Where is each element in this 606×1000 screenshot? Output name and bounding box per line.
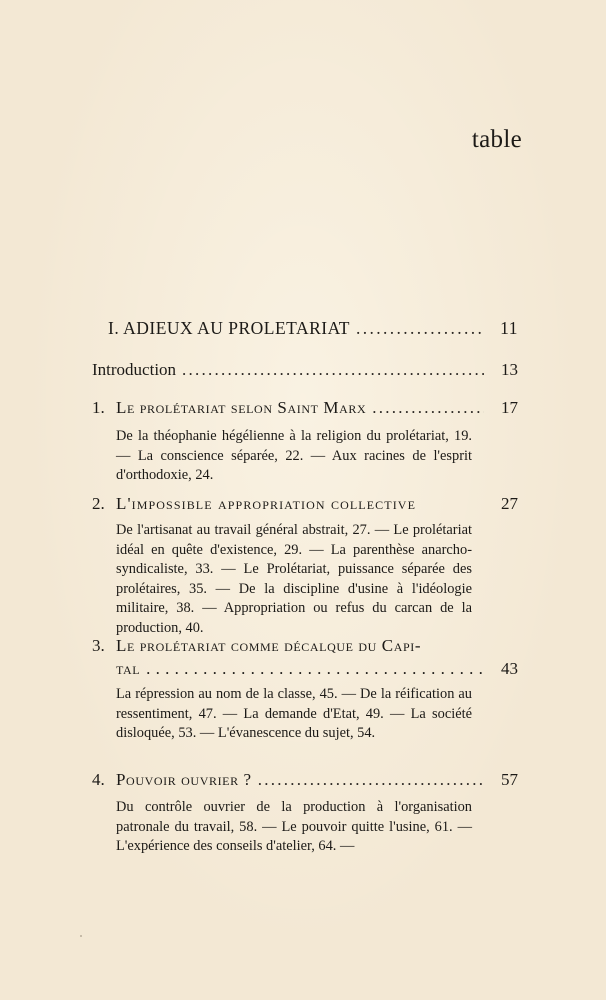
toc-chapter-1-entry[interactable] [92, 398, 518, 418]
chapter-4-summary: Du contrôle ouvrier de la production à l'organisation patronale du travail, 58. — Le pouvoir quitte l'usine, 61. — L'expérience des conseils d'atelier, 64. — [116, 799, 472, 854]
dot-leader [146, 659, 484, 679]
chapter-2-summary: De l'artisanat au travail général abstrait, 27. — Le prolétariat idéal en quête d'existence, 29. — La parenthèse anarcho-syndicaliste, 33. — Le Prolétariat, puissance séparée des prolétaires, 35. — De la discipline d'usine à l'idéologie militaire, 38. — Appropriation ou refus du carcan de la production, 40. [116, 522, 472, 636]
chapter-title: Pouvoir ouvrier ? [116, 770, 252, 789]
chapter-3-summary: La répression au nom de la classe, 45. — De la réification au ressentiment, 47. — La demande d'Etat, 49. — La société disloquée, 53. — L'évanescence du sujet, 54. [116, 686, 472, 741]
chapter-number: 3. [92, 636, 105, 655]
part-page-number: 11 [500, 318, 518, 338]
chapter-page-number: 57 [501, 770, 518, 789]
chapter-title: L'impossible appropriation collective [116, 494, 416, 513]
chapter-title: Le prolétariat comme décalque du Capi- [116, 636, 422, 655]
toc-chapter-2-entry[interactable] [92, 494, 518, 514]
dot-leader [258, 770, 484, 790]
chapter-page-number: 43 [501, 659, 518, 678]
chapter-1-summary: De la théophanie hégélienne à la religion du prolétariat, 19. — La conscience séparée, 22. — Aux racines de l'esprit d'orthodoxie, 24. [116, 428, 472, 483]
chapter-title-continued: tal [116, 659, 141, 678]
dot-leader [372, 398, 484, 418]
dot-leader [356, 318, 484, 339]
toc-chapter-3-entry-continued[interactable] [116, 659, 518, 679]
chapter-page-number: 27 [501, 494, 518, 513]
part-title: I. ADIEUX AU PROLETARIAT [108, 318, 350, 338]
chapter-title: Le prolétariat selon Saint Marx [116, 398, 367, 417]
toc-part-entry[interactable] [108, 318, 518, 339]
introduction-page-number: 13 [501, 360, 518, 379]
chapter-page-number: 17 [501, 398, 518, 417]
dot-leader [182, 360, 484, 380]
introduction-title: Introduction [92, 360, 177, 379]
chapter-number: 1. [92, 398, 105, 417]
paper-speck [80, 935, 82, 937]
toc-chapter-3-entry[interactable] [92, 636, 518, 656]
toc-chapter-4-entry[interactable] [92, 770, 518, 790]
page-title: table [471, 126, 522, 153]
chapter-number: 4. [92, 770, 105, 789]
toc-introduction-entry[interactable] [92, 360, 518, 380]
chapter-number: 2. [92, 494, 105, 513]
